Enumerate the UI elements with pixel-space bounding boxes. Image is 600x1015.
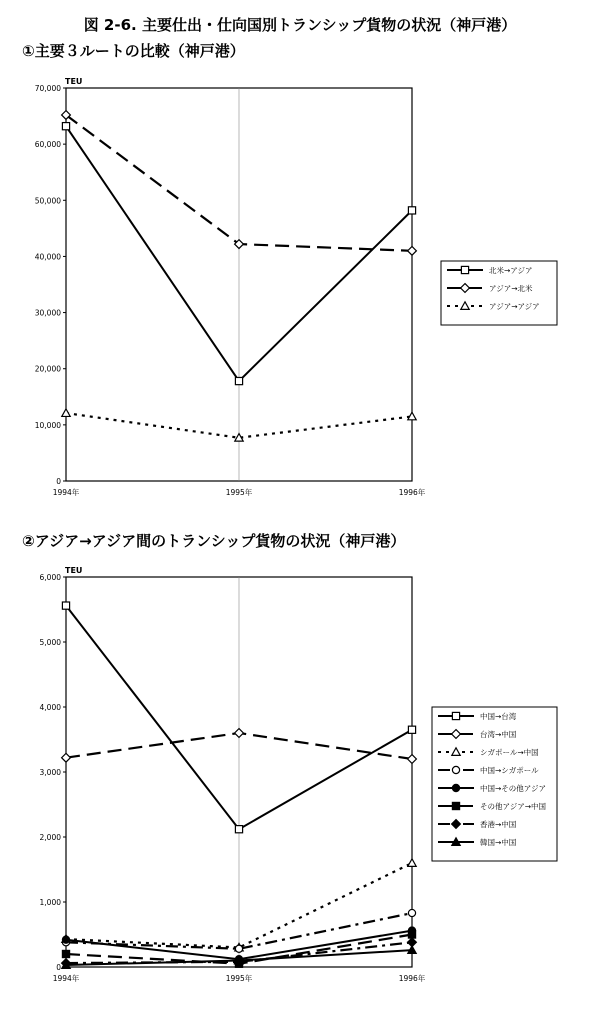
legend-label: 北米→アジア [489,266,533,275]
x-tick-label: 1994年 [52,974,80,983]
legend-label: シガポール→中国 [480,748,539,757]
data-point [62,936,69,943]
legend-marker [452,802,459,809]
data-point [408,859,416,867]
legend-marker [461,266,468,273]
legend-marker [452,712,459,719]
legend-label: 香港→中国 [480,820,517,829]
data-point [408,726,415,733]
legend-label: 中国→シガポール [480,766,539,775]
data-point [235,729,244,738]
figure-title: 図 2-6. 主要仕出・仕向国別トランシップ貨物の状況（神戸港） [83,16,517,34]
data-point [235,945,242,952]
data-point [235,826,242,833]
y-tick-label: 1,000 [39,898,61,907]
data-point [408,931,415,938]
legend-marker [452,784,459,791]
x-tick-label: 1994年 [52,488,80,497]
data-point [408,246,417,255]
chart1 [35,77,557,497]
legend-label: 台湾→中国 [480,730,517,739]
data-point [62,753,71,762]
y-axis-unit: TEU [65,77,83,86]
y-tick-label: 5,000 [39,638,61,647]
data-point [408,909,415,916]
y-tick-label: 50,000 [34,196,61,206]
data-point [62,950,69,957]
legend [441,261,557,325]
chart2-title: ②アジア→アジア間のトランシップ貨物の状況（神戸港） [22,532,406,550]
legend-label: その他アジア→中国 [480,802,546,811]
y-tick-label: 4,000 [39,703,61,712]
y-tick-label: 6,000 [39,573,61,582]
y-tick-label: 3,000 [39,768,61,777]
data-point [408,207,415,214]
chart2 [40,566,557,983]
chart1-title: ①主要３ルートの比較（神戸港） [22,42,245,60]
x-tick-label: 1995年 [225,488,253,497]
legend-marker [452,766,459,773]
x-tick-label: 1996年 [398,488,426,497]
y-tick-label: 0 [56,477,61,486]
data-point [62,602,69,609]
y-tick-label: 2,000 [39,833,61,842]
y-tick-label: 60,000 [34,140,61,150]
data-point [408,755,417,764]
legend-label: アジア→アジア [489,302,540,311]
legend-label: 中国→その他アジア [480,784,546,793]
x-tick-label: 1996年 [398,974,426,983]
y-tick-label: 0 [56,963,61,972]
data-point [62,123,69,130]
y-tick-label: 70,000 [34,84,61,93]
legend [432,707,557,861]
y-axis-unit: TEU [65,566,83,575]
y-tick-label: 20,000 [34,364,61,374]
x-tick-label: 1995年 [225,974,253,983]
data-point [235,377,242,384]
legend-label: 韓国→中国 [480,838,517,847]
y-tick-label: 40,000 [34,252,61,262]
legend-label: 中国→台湾 [480,712,517,721]
y-tick-label: 10,000 [34,420,61,430]
legend-label: アジア→北米 [489,284,533,293]
y-tick-label: 30,000 [34,308,61,318]
